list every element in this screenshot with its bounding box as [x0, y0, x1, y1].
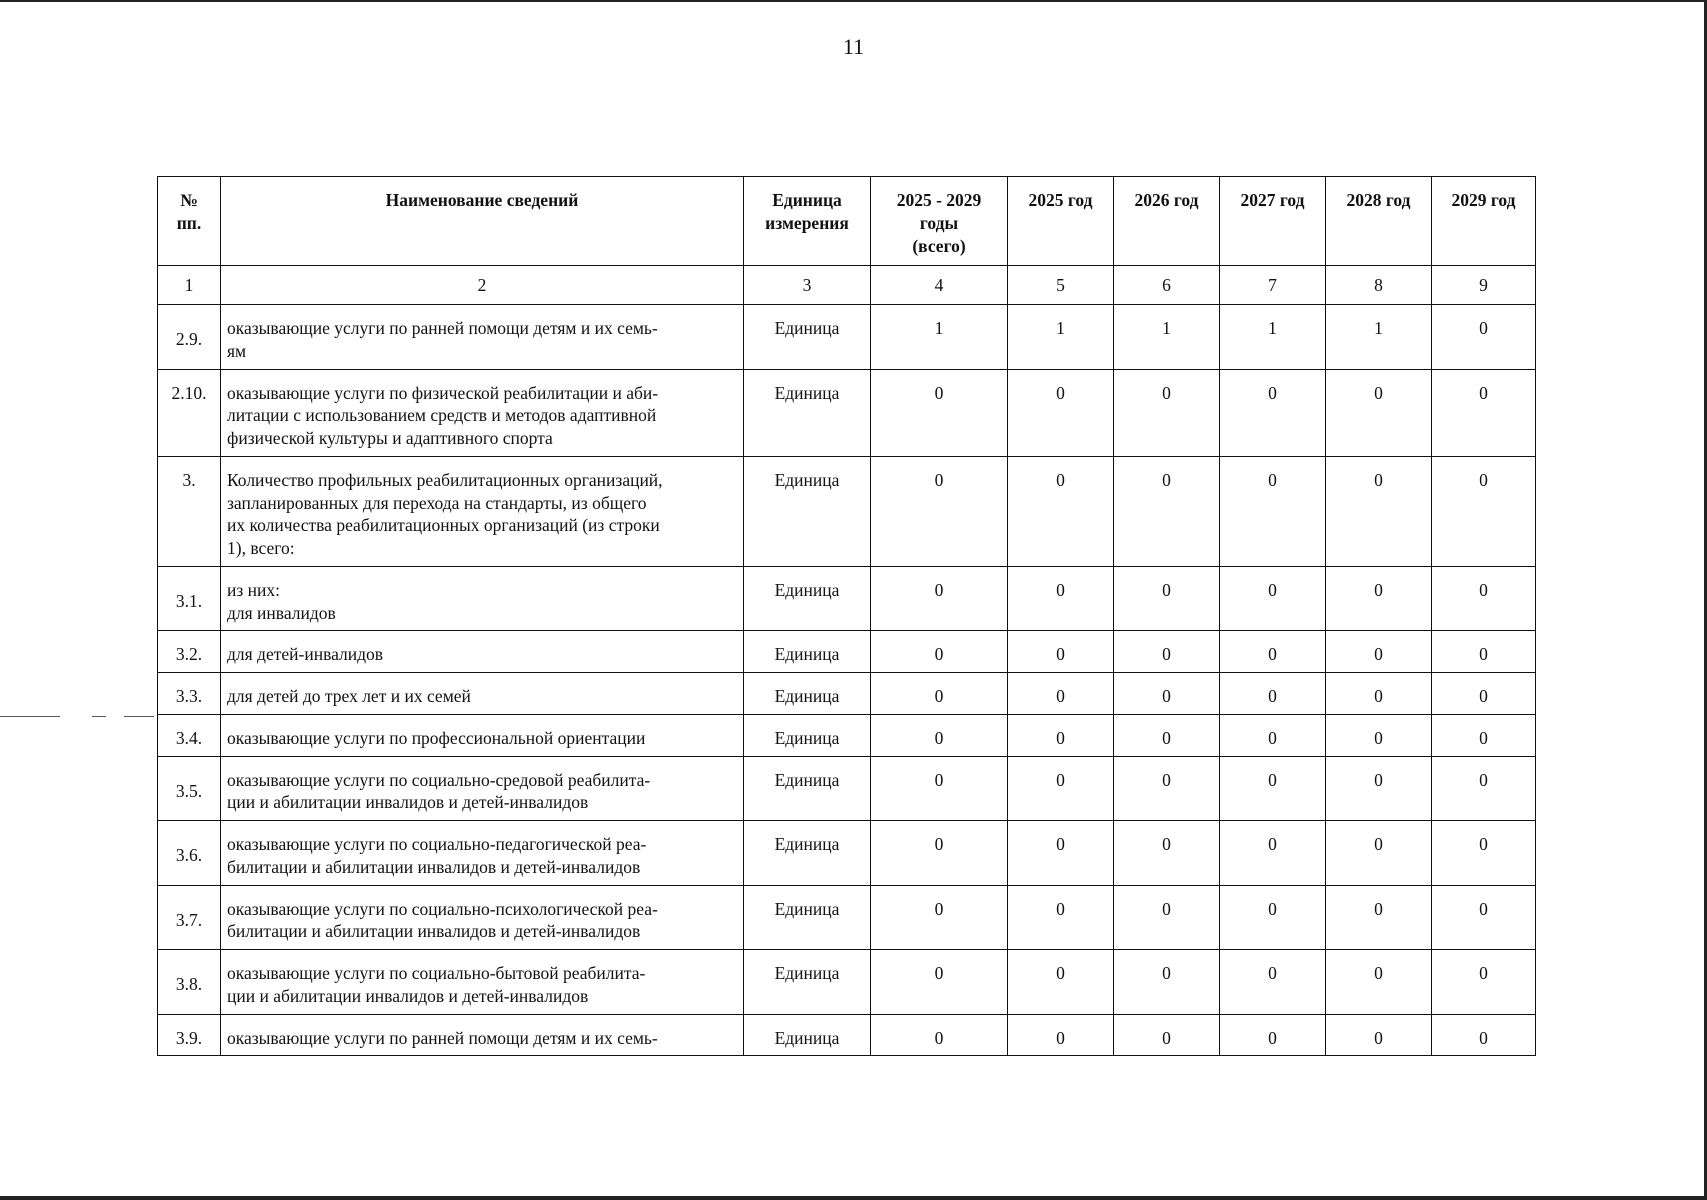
row-value-col-7: 1 [1220, 305, 1326, 370]
row-name-line: оказывающие услуги по социально-психологической реа- [227, 898, 658, 919]
table-row [158, 456, 1536, 566]
scan-edge-bottom [0, 1196, 1707, 1200]
page-number: 11 [842, 34, 865, 59]
column-number-8: 8 [1326, 266, 1432, 305]
row-value-col-8: 1 [1326, 305, 1432, 370]
row-value-col-4: 0 [871, 631, 1008, 673]
row-value-col-5: 0 [1008, 756, 1114, 821]
row-value-col-5: 0 [1008, 950, 1114, 1015]
row-value-col-9: 0 [1432, 756, 1536, 821]
row-value-col-5: 1 [1008, 305, 1114, 370]
row-value-col-6: 0 [1114, 950, 1220, 1015]
row-unit: Единица [744, 950, 871, 1015]
table-row [158, 566, 1536, 631]
column-header-line: 2025 год [1028, 190, 1093, 210]
column-header-line: годы [919, 212, 959, 233]
row-value-col-7: 0 [1220, 566, 1326, 631]
row-name-line: для детей-инвалидов [227, 644, 384, 665]
row-name [221, 885, 744, 950]
row-value-col-5: 0 [1008, 714, 1114, 756]
table-row [158, 1014, 1536, 1056]
row-number: 3.7. [158, 885, 221, 950]
row-unit: Единица [744, 456, 871, 566]
column-number-7: 7 [1220, 266, 1326, 305]
column-header-line: пп. [176, 212, 202, 233]
row-name [221, 305, 744, 370]
row-unit: Единица [744, 566, 871, 631]
row-unit: Единица [744, 305, 871, 370]
row-name-line: 1), всего: [227, 538, 295, 558]
table-row [158, 821, 1536, 886]
row-number: 3.8. [158, 950, 221, 1015]
row-value-col-6: 0 [1114, 631, 1220, 673]
table-row [158, 756, 1536, 821]
row-name-line: оказывающие услуги по социально-бытовой реабилита- [227, 963, 646, 983]
row-name [221, 456, 744, 566]
row-value-col-4: 0 [871, 756, 1008, 821]
row-value-col-8: 0 [1326, 1014, 1432, 1056]
row-value-col-5: 0 [1008, 369, 1114, 456]
row-name [221, 756, 744, 821]
row-value-col-8: 0 [1326, 950, 1432, 1015]
table-row [158, 631, 1536, 673]
row-value-col-5: 0 [1008, 821, 1114, 886]
row-value-col-6: 0 [1114, 673, 1220, 715]
row-value-col-6: 0 [1114, 714, 1220, 756]
column-number-2: 2 [221, 266, 744, 305]
column-header-7 [1220, 177, 1326, 266]
row-value-col-9: 0 [1432, 821, 1536, 886]
row-number: 3.5. [158, 756, 221, 821]
row-unit: Единица [744, 714, 871, 756]
column-number-3: 3 [744, 266, 871, 305]
row-number: 2.10. [158, 369, 221, 456]
row-value-col-7: 0 [1220, 885, 1326, 950]
row-value-col-7: 0 [1220, 456, 1326, 566]
table-row [158, 885, 1536, 950]
column-header-4 [871, 177, 1008, 266]
column-header-6 [1114, 177, 1220, 266]
column-number-5: 5 [1008, 266, 1114, 305]
row-value-col-4: 0 [871, 885, 1008, 950]
row-name [221, 673, 744, 715]
row-value-col-7: 0 [1220, 673, 1326, 715]
row-unit: Единица [744, 821, 871, 886]
row-value-col-6: 0 [1114, 369, 1220, 456]
column-number-4: 4 [871, 266, 1008, 305]
row-name-line: оказывающие услуги по социально-педагогической реа- [227, 834, 647, 854]
scan-artifact-left-2 [92, 716, 106, 717]
row-name [221, 950, 744, 1015]
row-value-col-8: 0 [1326, 756, 1432, 821]
row-value-col-6: 0 [1114, 1014, 1220, 1056]
row-unit: Единица [744, 885, 871, 950]
column-header-line: 2026 год [1134, 190, 1199, 210]
row-name-line: оказывающие услуги по социально-средовой реабилита- [227, 769, 651, 790]
row-unit: Единица [744, 756, 871, 821]
row-value-col-9: 0 [1432, 456, 1536, 566]
row-name [221, 1014, 744, 1056]
scan-edge-top [0, 0, 1707, 2]
row-value-col-8: 0 [1326, 714, 1432, 756]
row-name-line: для детей до трех лет и их семей [227, 686, 471, 706]
row-name-line: Количество профильных реабилитационных организаций, [227, 469, 663, 490]
row-unit: Единица [744, 369, 871, 456]
row-value-col-9: 0 [1432, 950, 1536, 1015]
row-name-line: ям [227, 340, 247, 361]
row-value-col-6: 0 [1114, 821, 1220, 886]
column-number-1: 1 [158, 266, 221, 305]
header-row [158, 177, 1536, 266]
column-number-9: 9 [1432, 266, 1536, 305]
row-value-col-8: 0 [1326, 885, 1432, 950]
row-value-col-6: 0 [1114, 456, 1220, 566]
column-number-6: 6 [1114, 266, 1220, 305]
row-name [221, 714, 744, 756]
table-row [158, 673, 1536, 715]
row-name-line: билитации и абилитации инвалидов и детей-инвалидов [227, 856, 641, 877]
row-name [221, 821, 744, 886]
row-value-col-4: 0 [871, 456, 1008, 566]
row-value-col-8: 0 [1326, 369, 1432, 456]
row-value-col-8: 0 [1326, 631, 1432, 673]
column-header-line: Единица [772, 190, 842, 210]
row-value-col-9: 0 [1432, 1014, 1536, 1056]
column-header-line: 2027 год [1240, 190, 1305, 210]
row-name-line: оказывающие услуги по профессиональной ориентации [227, 727, 646, 748]
column-numbers-row [158, 266, 1536, 305]
row-name-line: их количества реабилитационных организаций (из строки [227, 515, 660, 536]
row-unit: Единица [744, 631, 871, 673]
row-value-col-6: 0 [1114, 566, 1220, 631]
row-value-col-9: 0 [1432, 305, 1536, 370]
row-name [221, 566, 744, 631]
row-value-col-4: 0 [871, 1014, 1008, 1056]
column-header-line: № [180, 190, 198, 210]
table-row [158, 369, 1536, 456]
row-name-line: оказывающие услуги по физической реабилитации и аби- [227, 382, 659, 403]
data-table [157, 176, 1536, 1056]
row-value-col-7: 0 [1220, 821, 1326, 886]
row-name-line: оказывающие услуги по ранней помощи детям и их семь- [227, 318, 658, 338]
row-value-col-9: 0 [1432, 631, 1536, 673]
row-value-col-5: 0 [1008, 1014, 1114, 1056]
row-value-col-4: 0 [871, 821, 1008, 886]
row-number: 3.2. [158, 631, 221, 673]
row-name-line: физической культуры и адаптивного спорта [227, 428, 553, 448]
row-value-col-5: 0 [1008, 673, 1114, 715]
row-value-col-9: 0 [1432, 673, 1536, 715]
row-number: 3. [158, 456, 221, 566]
table-row [158, 305, 1536, 370]
row-name-line: запланированных для перехода на стандарты, из общего [227, 492, 647, 513]
row-name-line: для инвалидов [227, 602, 336, 623]
row-number: 3.3. [158, 673, 221, 715]
row-value-col-4: 0 [871, 673, 1008, 715]
row-value-col-7: 0 [1220, 369, 1326, 456]
column-header-9 [1432, 177, 1536, 266]
column-header-line: (всего) [912, 235, 966, 256]
column-header-8 [1326, 177, 1432, 266]
row-value-col-8: 0 [1326, 566, 1432, 631]
row-value-col-4: 0 [871, 566, 1008, 631]
row-name-line: ции и абилитации инвалидов и детей-инвалидов [227, 792, 589, 813]
row-number: 3.6. [158, 821, 221, 886]
row-value-col-9: 0 [1432, 885, 1536, 950]
row-name [221, 369, 744, 456]
row-value-col-4: 0 [871, 714, 1008, 756]
row-value-col-8: 0 [1326, 673, 1432, 715]
table-row [158, 950, 1536, 1015]
row-value-col-7: 0 [1220, 950, 1326, 1015]
scan-artifact-left-3 [124, 716, 154, 717]
column-header-line: измерения [765, 212, 849, 233]
column-header-5 [1008, 177, 1114, 266]
row-unit: Единица [744, 1014, 871, 1056]
row-value-col-7: 0 [1220, 1014, 1326, 1056]
row-name-line: из них: [227, 579, 280, 600]
row-number: 3.9. [158, 1014, 221, 1056]
row-value-col-6: 0 [1114, 756, 1220, 821]
row-value-col-9: 0 [1432, 714, 1536, 756]
row-value-col-7: 0 [1220, 756, 1326, 821]
row-number: 3.4. [158, 714, 221, 756]
row-name-line: литации с использованием средств и методов адаптивной [227, 405, 657, 426]
row-value-col-5: 0 [1008, 566, 1114, 631]
row-value-col-9: 0 [1432, 369, 1536, 456]
row-number: 3.1. [158, 566, 221, 631]
row-name-line: билитации и абилитации инвалидов и детей-инвалидов [227, 921, 641, 942]
row-name-line: ции и абилитации инвалидов и детей-инвалидов [227, 985, 589, 1006]
column-header-1 [158, 177, 221, 266]
table-row [158, 714, 1536, 756]
row-unit: Единица [744, 673, 871, 715]
row-value-col-4: 0 [871, 369, 1008, 456]
row-value-col-5: 0 [1008, 456, 1114, 566]
column-header-2 [221, 177, 744, 266]
row-value-col-8: 0 [1326, 821, 1432, 886]
row-value-col-8: 0 [1326, 456, 1432, 566]
row-value-col-5: 0 [1008, 885, 1114, 950]
row-name-line: оказывающие услуги по ранней помощи детям и их семь- [227, 1027, 658, 1048]
row-value-col-5: 0 [1008, 631, 1114, 673]
row-value-col-9: 0 [1432, 566, 1536, 631]
column-header-line: 2029 год [1451, 190, 1516, 210]
row-value-col-4: 0 [871, 950, 1008, 1015]
row-value-col-6: 0 [1114, 885, 1220, 950]
row-number: 2.9. [158, 305, 221, 370]
column-header-line: 2028 год [1346, 190, 1411, 210]
row-name [221, 631, 744, 673]
row-value-col-7: 0 [1220, 714, 1326, 756]
column-header-line: Наименование сведений [385, 190, 579, 210]
scan-artifact-left [0, 716, 60, 717]
row-value-col-7: 0 [1220, 631, 1326, 673]
row-value-col-6: 1 [1114, 305, 1220, 370]
column-header-3 [744, 177, 871, 266]
row-value-col-4: 1 [871, 305, 1008, 370]
column-header-line: 2025 - 2029 [896, 190, 982, 210]
